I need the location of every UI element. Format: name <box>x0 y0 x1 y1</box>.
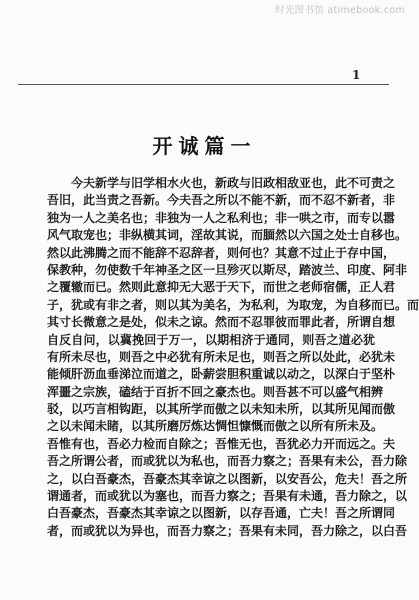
text-line: 今夫新学与旧学相水火也，新政与旧政相敌亚也，此不可责之 <box>71 176 396 190</box>
text-line: 白吾豪杰，吾豪杰其幸谅之以图新，以存吾通，亡夫！吾之所谓同 <box>47 506 396 521</box>
text-line: 有所未尽也，则吾之中必犹有所未足也，则吾之所以处此，必犹未 <box>47 349 396 364</box>
text-line: 之，以白吾豪杰，吾豪杰其幸谅之以图新，以安吾公，危夫！吾之所 <box>47 471 408 486</box>
text-line: 吾惟有也，吾必力检而自除之；吾惟无也，吾犹必力开而远之。夫 <box>47 436 396 451</box>
text-line: 之以未闻未睹，以其所磨厉炼达惆怛慷慨而傲之以所有所未及。 <box>47 419 384 434</box>
watermark: 时光图书馆 atimebook.com <box>275 5 405 16</box>
text-line: 谓通者，而或犹以为塞也，而吾力察之；吾果有未通，吾力除之，以 <box>47 489 408 504</box>
text-line: 吾之所谓公者，而或犹以为私也，而吾力察之；吾果有未公，吾力除 <box>47 454 408 469</box>
header-divider <box>18 84 389 85</box>
text-line: 独为一人之美名也；非独为一人之私利也；非一哄之市，而专以嚣 <box>47 210 396 225</box>
text-line: 浑噩之宗族，磕结于百折不回之豪杰也。则吾甚不可以盛气相辨 <box>47 384 384 399</box>
text-line: 子，犹或有非之者，则以其为美名，为私利，为取宠，为自移而已。而 <box>47 297 419 312</box>
text-line: 自反自问，以冀挽回于万一，以期相济于通同，则吾之道必犹 <box>47 332 375 347</box>
text-line: 驳，以巧言相钩距，以其所学而傲之以未知未所，以其所见闻而傲 <box>47 402 396 417</box>
chapter-title: 开诚篇一 <box>152 134 257 158</box>
text-line: 然以此沸腾之而不能辞不忍辞者，则何也？其意不过止于存中国， <box>47 245 396 260</box>
text-line: 之覆辙而已。然则此意抑无大恶于天下，而世之老师宿儒，正人君 <box>47 280 396 295</box>
text-line: 保教种，勿使数千年神圣之区一旦殄灭以斯尽，踏波兰、印度、阿非 <box>47 262 408 277</box>
text-line: 吾旧，此当责之吾新。今夫吾之所以不能不新，而不忍不新者，非 <box>47 193 396 208</box>
text-line: 者，而或犹以为异也，而吾力察之；吾果有未同，吾力除之，以白吾 <box>47 523 408 538</box>
body-text <box>47 175 419 540</box>
text-line: 能倾肝沥血垂涕泣而道之，卧薪尝胆积重诚以动之，以深白于坚朴 <box>47 367 396 382</box>
text-line: 其寸长微意之是处，似未之谅。然而不忍罪彼而罪此者，所谓自想 <box>47 315 396 330</box>
page-number: 1 <box>352 68 361 82</box>
text-line: 风气取宠也；非纵横其词，淫故其说，而腼然以六国之处士自移也。 <box>47 228 408 243</box>
